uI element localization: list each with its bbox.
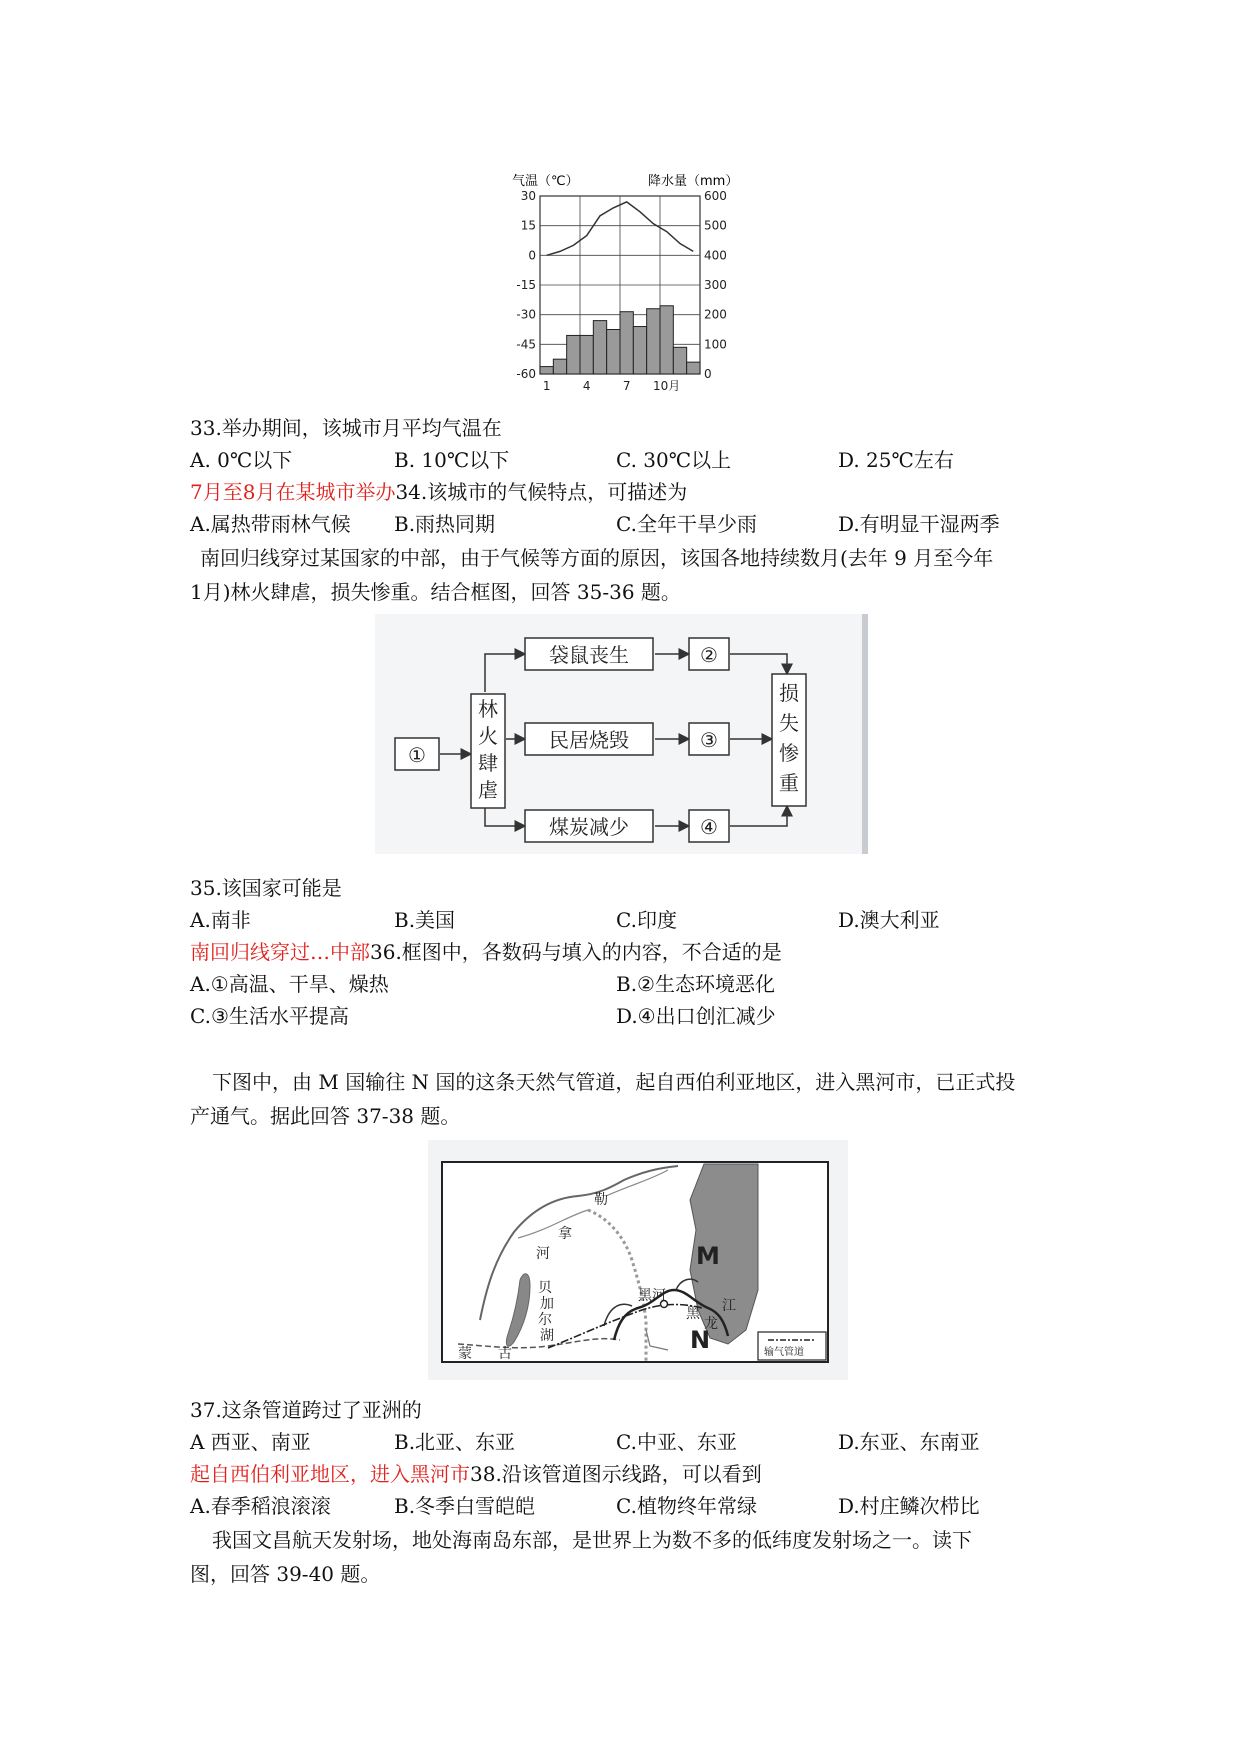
q33-stem: 33.举办期间，该城市月平均气温在 [190,416,502,440]
kangaroo-label: 袋鼠丧生 [549,643,629,667]
loss-char-2: 失 [779,711,799,735]
precip-bar-month-7 [620,312,633,374]
intro-37-line-2: 产通气。据此回答 37-38 题。 [190,1104,461,1128]
q37-option-a[interactable]: A 西亚、南亚 [190,1430,311,1454]
legend-label: 输气管道 [764,1347,804,1358]
precip-bar-month-11 [673,347,686,374]
heilong-char-2: 龙 [704,1316,718,1332]
q35-option-a[interactable]: A.南非 [190,908,251,932]
q38-option-b[interactable]: B.冬季白雪皑皑 [394,1494,536,1518]
x-tick-label: 4 [582,379,591,393]
q34-option-b[interactable]: B.雨热同期 [394,512,496,536]
q34-annotation: 7月至8月在某城市举办 [190,480,396,504]
precip-bar-month-3 [567,335,580,374]
intro-37-line-1: 下图中，由 M 国输往 N 国的这条天然气管道，起自西伯利亚地区，进入黑河市，已正式投 [212,1070,1016,1094]
precip-bar-month-6 [607,330,620,375]
fire-char-1: 林 [478,697,498,721]
right-axis-label: 降水量（mm） [648,174,739,189]
q36-option-c[interactable]: C.③生活水平提高 [190,1004,349,1028]
q35-option-c[interactable]: C.印度 [616,908,677,932]
q35-stem: 35.该国家可能是 [190,876,342,900]
q34-option-c[interactable]: C.全年干旱少雨 [616,512,757,536]
lake-char-2: 加 [540,1296,554,1312]
coal-label: 煤炭减少 [549,815,629,839]
q38-stem: 38.沿该管道图示线路，可以看到 [470,1462,762,1486]
q36-stem: 36.框图中，各数码与填入的内容，不合适的是 [370,940,782,964]
river-char-3: 勒 [594,1192,608,1208]
q36-option-d[interactable]: D.④出口创汇减少 [616,1004,776,1028]
loss-char-4: 重 [779,771,799,795]
x-tick-label: 1 [542,379,551,393]
precip-bar-month-4 [580,335,593,374]
q37-stem: 37.这条管道跨过了亚洲的 [190,1398,422,1422]
mongolia-char-1: 蒙 [458,1346,472,1362]
label-3: ③ [700,728,718,752]
q37-option-b[interactable]: B.北亚、东亚 [394,1430,516,1454]
intro-39-line-2: 图，回答 39-40 题。 [190,1562,381,1586]
country-m-label: M [696,1242,720,1270]
loss-char-1: 损 [779,681,799,705]
river-char-1: 河 [536,1246,550,1262]
precip-bar-month-1 [540,367,553,374]
q35-option-b[interactable]: B.美国 [394,908,456,932]
houses-label: 民居烧毁 [549,728,629,752]
lake-char-3: 尔 [538,1312,552,1328]
q33-option-b[interactable]: B. 10℃以下 [394,448,510,472]
q38-line [190,1460,762,1488]
right-tick-label: 200 [704,307,727,322]
precip-bar-month-2 [553,359,566,374]
q33-option-a[interactable]: A. 0℃以下 [190,448,293,472]
left-axis-label: 气温（℃） [512,174,579,189]
precip-bar-month-9 [647,309,660,374]
q33-option-d[interactable]: D. 25℃左右 [838,448,954,472]
q36-annotation: 南回归线穿过…中部 [190,940,370,964]
q34-option-a[interactable]: A.属热带雨林气候 [190,512,351,536]
precip-bar-month-5 [593,321,606,374]
q34-line [190,478,687,506]
x-tick-label: 7 [622,379,631,393]
q35-option-d[interactable]: D.澳大利亚 [838,908,940,932]
right-tick-label: 100 [704,337,727,352]
fire-char-2: 火 [478,724,498,748]
country-n-label: N [690,1326,711,1354]
intro-39-line-1: 我国文昌航天发射场，地处海南岛东部，是世界上为数不多的低纬度发射场之一。读下 [212,1528,972,1552]
q36-line [190,938,782,966]
q38-annotation: 起自西伯利亚地区，进入黑河市 [190,1462,470,1486]
q37-option-c[interactable]: C.中亚、东亚 [616,1430,737,1454]
left-tick-label: 15 [520,218,536,233]
left-tick-label: -30 [516,307,536,322]
label-2: ② [700,643,718,667]
q38-option-d[interactable]: D.村庄鳞次栉比 [838,1494,980,1518]
heilong-char-1: 黑 [686,1306,700,1322]
pipeline-map [428,1140,848,1380]
right-tick-label: 600 [704,189,727,203]
fire-char-4: 虐 [478,778,498,802]
left-tick-label: -60 [516,367,536,381]
climate-chart [500,168,740,400]
precip-bar-month-12 [687,362,700,374]
label-4: ④ [700,815,718,839]
right-tick-label: 400 [704,248,727,263]
q34-stem: 34.该城市的气候特点，可描述为 [395,480,688,504]
right-tick-label: 300 [704,278,727,292]
loss-char-3: 惨 [779,741,799,765]
precip-bar-month-8 [633,327,646,374]
left-tick-label: -45 [516,337,536,352]
q36-option-b[interactable]: B.②生态环境恶化 [616,972,775,996]
label-1: ① [408,743,426,767]
right-tick-label: 500 [704,218,727,233]
q38-option-c[interactable]: C.植物终年常绿 [616,1494,757,1518]
q34-option-d[interactable]: D.有明显干湿两季 [838,512,1000,536]
lake-char-4: 湖 [540,1328,554,1344]
fire-char-3: 肆 [478,751,498,775]
left-tick-label: 30 [520,189,536,203]
left-tick-label: -15 [516,278,536,292]
river-char-2: 拿 [558,1226,572,1242]
intro-35-line-2: 1月)林火肆虐，损失惨重。结合框图，回答 35-36 题。 [190,580,681,604]
q37-option-d[interactable]: D.东亚、东南亚 [838,1430,980,1454]
mongolia-char-2: 古 [498,1346,512,1362]
heihe-label: 黑河 [638,1288,666,1304]
x-tick-label: 10月 [653,379,681,393]
right-tick-label: 0 [704,367,712,381]
heilong-char-3: 江 [722,1298,736,1314]
intro-35-line-1: 南回归线穿过某国家的中部，由于气候等方面的原因，该国各地持续数月(去年 9 月至今年 [200,546,994,570]
q36-option-a[interactable]: A.①高温、干旱、燥热 [190,972,389,996]
lake-char-1: 贝 [538,1280,552,1296]
left-tick-label: 0 [528,248,536,263]
flowchart [375,614,867,854]
q33-option-c[interactable]: C. 30℃以上 [616,448,732,472]
q38-option-a[interactable]: A.春季稻浪滚滚 [190,1494,331,1518]
precip-bar-month-10 [660,306,673,374]
